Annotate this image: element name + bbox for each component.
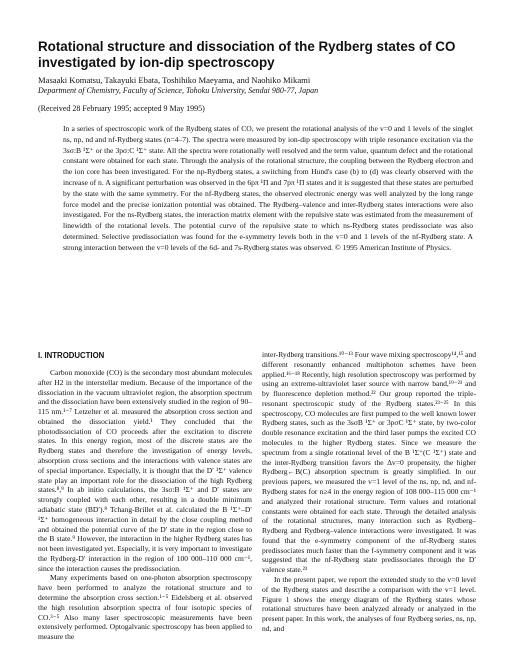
section-heading: I. INTRODUCTION (38, 351, 105, 360)
paragraph: Many experiments based on one-photon absorption spectroscopy have been performed to analyze the rotational structure and to determine the absorption cross section.¹⁻⁵ Eidelsberg et al. observed the high resolution absorption spectra of four isotopic species of CO.³⁻⁵ Also many laser spectroscopic measurements have been extensively performed. Optogalvanic spectroscopy has been applied to measure the (38, 573, 252, 642)
author-list: Masaaki Komatsu, Takayuki Ebata, Toshihiko Maeyama, and Naohiko Mikami (38, 75, 311, 85)
paragraph: In the present paper, we report the extended study to the v=0 level of the Rydberg states and describe a comparison with the v=1 level. Figure 1 shows the energy diagram of the Rydberg states whose rotational structures have been analyzed already or analyzed in the present paper. In this work, the analyses of four Rydberg series, ns, np, nd, and (262, 574, 476, 633)
author-affiliation: Department of Chemistry, Faculty of Science, Tohoku University, Sendai 980-77, Japan (38, 86, 319, 95)
paragraph: Carbon monoxide (CO) is the secondary most abundant molecules after H2 in the interstellar medium. Because of the importance of the dissociation in the vacuum ultraviolet region, the absorption spectrum and the dissociation have been extensively studied in the region of 90–115 nm.¹⁻⁷ Letzelter et al. measured the absorption cross section and obtained the dissociation yield.¹ They concluded that the photodissociation of CO proceeds after the excitation to discrete states. In this energy region, most of the discrete states are the Rydberg states and therefore the investigation of energy levels, absorption cross sections and the interactions with valence states are of special importance. Especially, it is thought that the D′ ¹Σ⁺ valence state play an important role for the dissociation of the high Rydberg states.⁸,⁹ In ab initio calculations, the 3sσ:B ¹Σ⁺ and D′ states are strongly coupled with each other, resulting in a double minimum adiabatic state (BD′).⁸ Tchang-Brillet et al. calculated the B ¹Σ⁺–D′ ¹Σ⁺ homogeneous interaction in detail by the close coupling method and obtained the potential curve of the D′ state in the region close to the B state.⁹ However, the interaction in the higher Rydberg states has not been investigated yet. Especially, it is very important to investigate the Rydberg-D′ interaction in the region of 100 000–110 000 cm⁻¹, since the interaction causes the predissociation. (38, 368, 252, 573)
received-dates: (Received 28 February 1995; accepted 9 May 1995) (38, 104, 205, 113)
article-title: Rotational structure and dissociation of the Rydberg states of CO investigated by ion-dip spectroscopy (38, 39, 456, 70)
abstract: In a series of spectroscopic work of the Rydberg states of CO, we present the rotational analysis of the v=0 and 1 levels of the singlet ns, np, nd and nf-Rydberg states (n=4–7). The spectra were measured by ion-dip spectroscopy with triple resonance excitation via the 3sσ:B ¹Σ⁺ or the 3pσ:C ¹Σ⁺ state. All the spectra were rotationally well resolved and the term value, quantum defect and the rotational constant were obtained for each state. Through the analysis of the rotational structure, the coupling between the Rydberg electron and the ion core has been investigated. For the np-Rydberg states, a switching from Hund's case (b) to (d) was clearly observed with the increase of n. A significant perturbation was observed in the 6pπ ¹Π and 7pπ ¹Π states and it is suggested that these states are perturbed by the state with the same symmetry. For the nf-Rydberg states, the observed electronic energy was well analyzed by the long range force model and the precise ionization potential was obtained. The Rydberg–valence and inter-Rydberg states interactions were also investigated. For the ns-Rydberg states, the interaction matrix element with the repulsive state was estimated from the measurement of linewidth of the rotational levels. The potential curve of the repulsive state to which ns-Rydberg states predissociate was also determined. Selective predissociation was found for the e-symmetry levels both in the v=0 and 1 levels of the nf-Rydberg state. A strong interaction between the v=0 levels of the 6d- and 7s-Rydberg states was observed. © 1995 American Institute of Physics. (63, 124, 473, 252)
right-column (262, 350, 476, 634)
paragraph: inter-Rydberg transitions.¹⁰⁻¹³ Four wave mixing spectroscopy¹⁴,¹⁵ and different resonantly enhanced multiphoton schemes have been applied.¹⁶⁻¹⁸ Recently, high resolution spectroscopy was performed by using an extreme-ultraviolet laser source with narrow band,¹⁹⁻²¹ and by fluorescence depletion method.²² Our group reported the triple-resonant spectroscopic study of the Rydberg states.²³⁻²⁵ In this spectroscopy, CO molecules are first pumped to the well known lower Rydberg states, such as the 3sσB ¹Σ⁺ or 3pσC ¹Σ⁺ state, by two-color double resonance excitation and the third laser pumps the excited CO molecules to the higher Rydberg states. Since we measure the spectrum from a single rotational level of the B ¹Σ⁺(C ¹Σ⁺) state and the inter-Rydberg transition favors the Δv=0 propensity, the higher Rydberg←B(C) absorption spectrum is greatly simplified. In our previous papers, we measured the v=1 level of the ns, np, nd, and nf-Rydberg states for n≥4 in the energy region of 108 000–115 000 cm⁻¹ and analyzed their rotational structure. Term values and rotational constants were obtained for each state. Through the detailed analysis of the rotational structures, many interaction such as Rydberg–Rydberg and Rydberg–valence interactions were investigated. It was found that the e-symmetry component of the nf-Rydberg states predissociates much faster than the f-symmetry component and it was suggested that the nf-Rydberg state predissociates through the D′ valence state.²³ (262, 350, 476, 575)
left-column (38, 368, 252, 642)
